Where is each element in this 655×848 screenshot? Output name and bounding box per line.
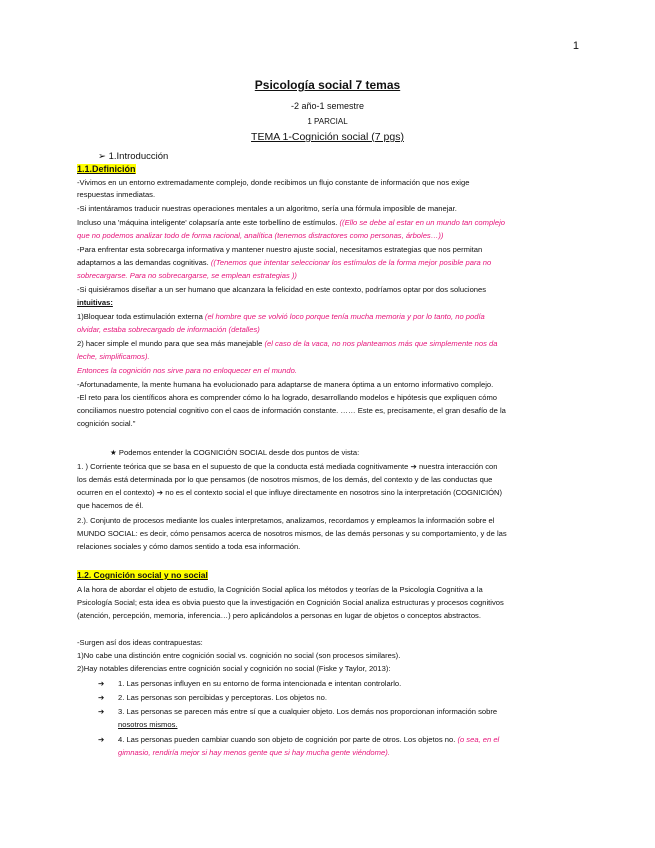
line-part: 1)Bloquear toda estimulación externa [77, 312, 203, 321]
line: 2)Hay notables diferencias entre cognición social y cognición no social (Fiske y Taylor, 2013): [77, 664, 391, 673]
section-1-1-text: 1.1.Definición [77, 164, 136, 174]
tema-text: TEMA 1-Cognición social (7 pgs) [251, 131, 404, 143]
line: -Afortunadamente, la mente humana ha evolucionado para adaptarse de manera óptima a un entorno informativo complejo. [77, 380, 494, 389]
line: 2.). Conjunto de procesos mediante los cuales interpretamos, analizamos, recordamos y empleamos la información sobre el [77, 516, 495, 525]
line: -Surgen así dos ideas contrapuestas: [77, 638, 203, 647]
arrow-icon: ➔ [98, 707, 105, 716]
line: (atención, percepción, memoria, inferencia…) pero aplicándolos a personas en lugar de objetos o conceptos abstractos. [77, 611, 481, 620]
list-item: 1. Las personas influyen en su entorno de forma intencionada e intentan controlarlo. [118, 679, 402, 688]
line: los demás está determinada por lo que pensamos (de nosotros mismos, de los demás, del contexto y de las conductas que [77, 475, 493, 484]
line-part: 2) hacer simple el mundo para que sea más manejable [77, 339, 263, 348]
list-item: 3. Las personas se parecen más entre sí que a cualquier objeto. Los demás nos proporcionan información sobre [118, 707, 498, 716]
line: 1. ) Corriente teórica que se basa en el supuesto de que la conducta está mediada cognitivamente ➔ nuestra interacción con [77, 462, 498, 471]
arrow-icon: ➔ [98, 735, 105, 744]
line: MUNDO SOCIAL: es decir, cómo pensamos acerca de nosotros mismos, de las demás personas y su comportamiento, y de las [77, 529, 507, 538]
line: conciliamos nuestro potencial cognitivo con el caos de información constante. …… Este es, precisamente, el gran desafío de la [77, 406, 506, 415]
note-line: Entonces la cognición nos sirve para no enloquecer en el mundo. [77, 366, 297, 375]
arrow-icon: ➔ [98, 679, 105, 688]
line: -Vivimos en un entorno extremadamente complejo, donde recibimos un flujo constante de información que nos exige [77, 178, 470, 187]
line [77, 257, 577, 269]
line: A la hora de abordar el objeto de estudio, la Cognición Social aplica los métodos y teorías de la Psicología Cognitiva a la [77, 585, 483, 594]
tema-heading [0, 132, 655, 144]
line [77, 338, 577, 350]
list-item [118, 734, 618, 746]
note-text: ((Tenemos que intentar seleccionar los estímulos de la forma mejor posible para no [210, 258, 492, 267]
section-1-1-heading [77, 164, 577, 176]
list-item: nosotros mismos. [118, 720, 178, 729]
list-item: 2. Las personas son percibidas y perceptoras. Los objetos no. [118, 693, 327, 702]
line: -El reto para los científicos ahora es comprender cómo lo ha logrado, desarrollando modelos e hipótesis que expliquen cómo [77, 393, 498, 402]
note-text: (el hombre que se volvió loco porque tenía mucha memoria y por lo tanto, no podía [204, 312, 485, 321]
line: intuitivas: [77, 298, 113, 307]
doc-title: Psicología social 7 temas [254, 78, 401, 92]
note-line: olvidar, estaba sobrecargado de información (detalles) [77, 325, 260, 334]
section-1-2-heading [77, 570, 577, 582]
line-part: adaptarnos a las demandas cognitivas. [77, 258, 209, 267]
section-1-2-text: 1.2. Cognición social y no social [77, 570, 208, 580]
line [77, 217, 577, 229]
note-text: (o sea, en el [457, 735, 500, 744]
line: respuestas inmediatas. [77, 190, 156, 199]
intro-heading: ➢ 1.Introducción [98, 151, 169, 162]
line: Psicología Social; esta idea es obvia puesto que la investigación en Cognición Social analiza estructuras y procesos cognitivos [77, 598, 504, 607]
line: ocurren en el contexto) ➔ no es el contexto social el que influye directamente en nosotros sino la interpretación (COGNICIÓN) [77, 488, 503, 497]
star-line: ★ Podemos entender la COGNICIÓN SOCIAL desde dos puntos de vista: [110, 448, 360, 457]
doc-subtitle: -2 año-1 semestre [290, 101, 365, 111]
page-number: 1 [572, 40, 579, 52]
note-line: sobrecargarse. Para no sobrecargarse, se emplean estrategias )) [77, 271, 297, 280]
line: -Para enfrentar esta sobrecarga informativa y mantener nuestro ajuste social, necesitamos estrategias que nos permitan [77, 245, 483, 254]
arrow-icon: ➔ [98, 693, 105, 702]
note-line: que no podemos analizar todo de forma racional, analítica (tenemos distractores como personas, árboles…)) [77, 231, 444, 240]
note-text: ((Ello se debe al estar en un mundo tan complejo [339, 218, 506, 227]
line: 1)No cabe una distinción entre cognición social vs. cognición no social (son procesos similares). [77, 651, 401, 660]
line: relaciones sociales y cómo damos sentido a toda esa información. [77, 542, 301, 551]
line-part: Incluso una 'máquina inteligente' colapsaría ante este torbellino de estímulos. [77, 218, 338, 227]
note-line: leche, simplificamos). [77, 352, 150, 361]
note-line: gimnasio, rendiría mejor si hay menos gente que si hay mucha gente viéndome). [118, 748, 390, 757]
line: -Si quisiéramos diseñar a un ser humano que alcanzara la felicidad en este contexto, podríamos optar por dos soluciones [77, 285, 487, 294]
parcial-label: 1 PARCIAL [307, 117, 348, 126]
list-item-part: 4. Las personas pueden cambiar cuando son objeto de cognición por parte de otros. Los objetos no. [118, 735, 456, 744]
line: cognición social." [77, 419, 136, 428]
line: que hacemos de él. [77, 501, 144, 510]
line [77, 311, 577, 323]
line: -Si intentáramos traducir nuestras operaciones mentales a un algoritmo, sería una fórmula imposible de manejar. [77, 204, 457, 213]
note-text: (el caso de la vaca, no nos planteamos más que simplemente nos da [264, 339, 498, 348]
